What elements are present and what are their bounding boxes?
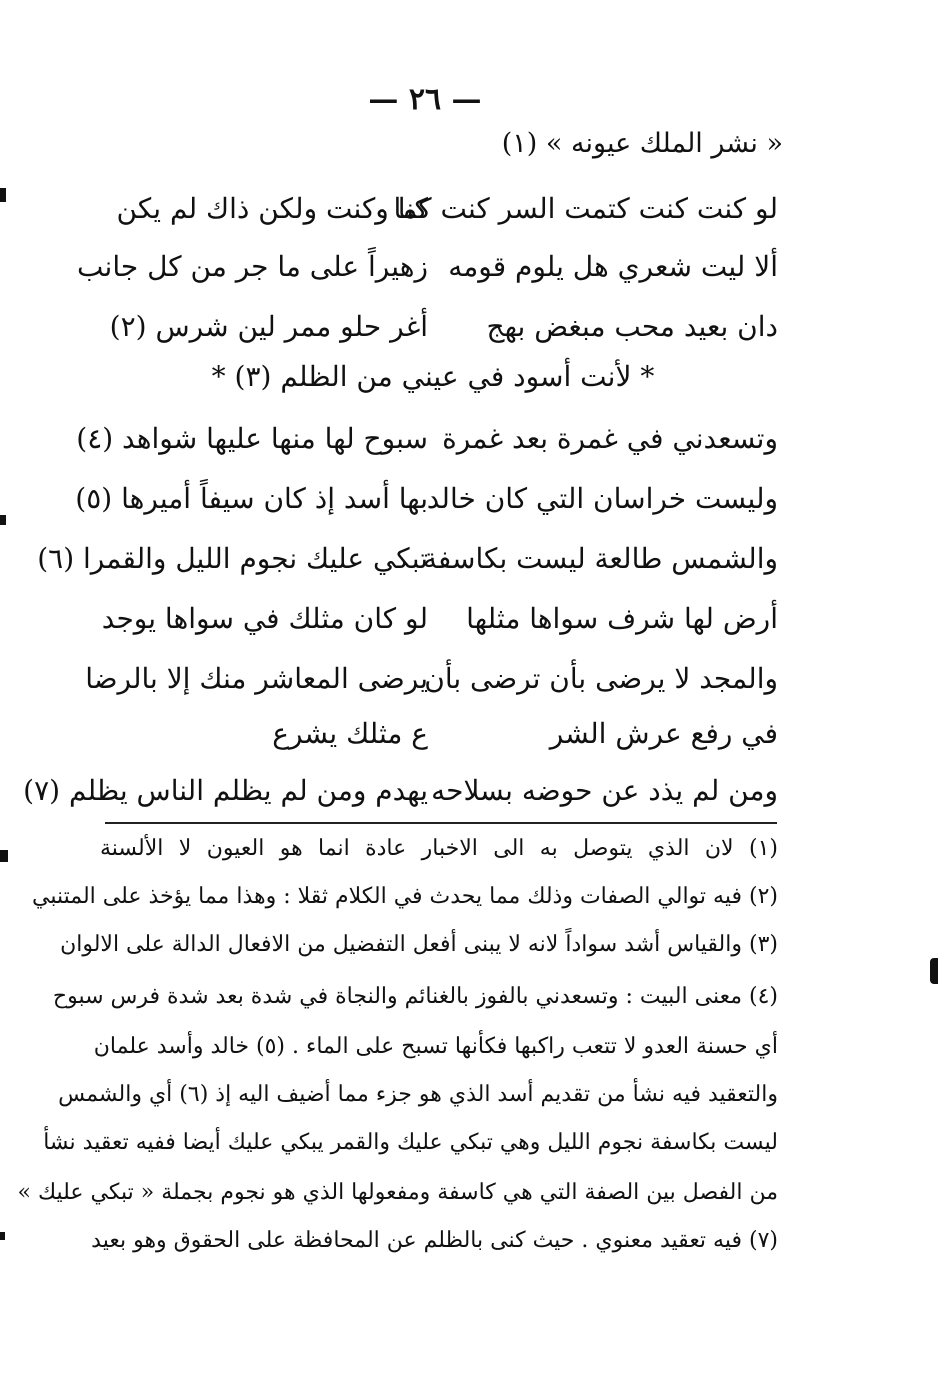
page-number: — ٢٦ — bbox=[368, 82, 482, 117]
verse-second-hemistich: أغر حلو ممر لين شرس (٢) bbox=[109, 309, 428, 343]
footnote-line: والتعقيد فيه نشأ من تقديم أسد الذي هو جزء مما أضيف اليه إذ (٦) أي والشمس bbox=[58, 1082, 778, 1107]
verse-first-hemistich: والمجد لا يرضى بأن ترضى بأن bbox=[424, 661, 778, 695]
verse-first-hemistich: لو كنت كنت كتمت السر كنت كما bbox=[393, 191, 778, 225]
footnote-line: (٧) فيه تعقيد معنوي . حيث كنى بالظلم عن المحافظة على الحقوق وهو بعيد bbox=[91, 1228, 778, 1253]
verse-first-hemistich: وليست خراسان التي كان خالد bbox=[426, 481, 778, 515]
verse-second-hemistich: كنا وكنت ولكن ذاك لم يكن bbox=[116, 191, 428, 225]
footnote-line: (١) لان الذي يتوصل به الى الاخبار عادة انما هو العيون لا الألسنة bbox=[100, 836, 778, 861]
verse-second-hemistich: يهدم ومن لم يظلم الناس يظلم (٧) bbox=[23, 773, 428, 807]
verse-second-hemistich: لو كان مثلك في سواها يوجد bbox=[101, 601, 428, 635]
scan-edge-mark bbox=[0, 515, 6, 525]
scan-edge-mark bbox=[0, 1232, 5, 1240]
verse-first-hemistich: دان بعيد محب مبغض بهج bbox=[486, 309, 778, 343]
verse-second-hemistich: زهيراً على ما جر من كل جانب bbox=[77, 249, 428, 283]
footnote-line: أي حسنة العدو لا تتعب راكبها فكأنها تسبح على الماء . (٥) خالد وأسد علمان bbox=[93, 1034, 778, 1059]
verse-first-hemistich: في رفع عرش الشر bbox=[549, 716, 778, 750]
footnote-divider bbox=[105, 822, 777, 824]
verse-second-hemistich: تبكي عليك نجوم الليل والقمرا (٦) bbox=[37, 541, 428, 575]
footnote-line: من الفصل بين الصفة التي هي كاسفة ومفعولها الذي هو نجوم بجملة « تبكي عليك » bbox=[17, 1180, 778, 1205]
verse-line bbox=[75, 470, 778, 526]
footnote-line: (٢) فيه توالي الصفات وذلك مما يحدث في الكلام ثقلا : وهذا مما يؤخذ على المتنبي bbox=[31, 884, 778, 909]
verse-line bbox=[88, 590, 778, 646]
verse-first-hemistich: ومن لم يذد عن حوضه بسلاحه bbox=[431, 773, 778, 807]
verse-first-hemistich: وتسعدني في غمرة بعد غمرة bbox=[442, 421, 778, 455]
footnote-line: (٤) معنى البيت : وتسعدني بالفوز بالغنائم والنجاة في شدة بعد شدة فرس سبوح bbox=[52, 984, 778, 1009]
verse-line bbox=[76, 410, 778, 466]
single-verse: * لأنت أسود في عيني من الظلم (٣) * bbox=[211, 360, 655, 393]
footnote-line: ليست بكاسفة نجوم الليل وهي تبكي عليك والقمر يبكي عليك أيضا ففيه تعقيد نشأ bbox=[43, 1130, 778, 1155]
verse-second-hemistich: ع مثلك يشرع bbox=[272, 716, 428, 750]
verse-first-hemistich: والشمس طالعة ليست بكاسفة bbox=[422, 541, 778, 575]
scan-edge-mark bbox=[930, 958, 938, 984]
scan-edge-mark bbox=[0, 850, 8, 862]
verse-line bbox=[85, 650, 778, 706]
verse-second-hemistich: سبوح لها منها عليها شواهد (٤) bbox=[76, 421, 428, 455]
verse-line bbox=[88, 298, 778, 354]
scan-edge-mark bbox=[0, 188, 6, 202]
section-title: « نشر الملك عيونه » (١) bbox=[501, 128, 783, 159]
verse-line bbox=[77, 238, 778, 294]
verse-first-hemistich: ألا ليت شعري هل يلوم قومه bbox=[448, 249, 778, 283]
verse-line bbox=[88, 705, 778, 761]
verse-second-hemistich: بها أسد إذ كان سيفاً أميرها (٥) bbox=[75, 481, 428, 515]
verse-second-hemistich: يرضى المعاشر منك إلا بالرضا bbox=[85, 661, 428, 695]
verse-first-hemistich: أرض لها شرف سواها مثلها bbox=[466, 601, 778, 635]
verse-line bbox=[23, 762, 778, 818]
verse-line bbox=[37, 530, 778, 586]
verse-line bbox=[88, 180, 778, 236]
footnote-line: (٣) والقياس أشد سواداً لانه لا يبنى أفعل التفضيل من الافعال الدالة على الالوان bbox=[60, 932, 778, 957]
